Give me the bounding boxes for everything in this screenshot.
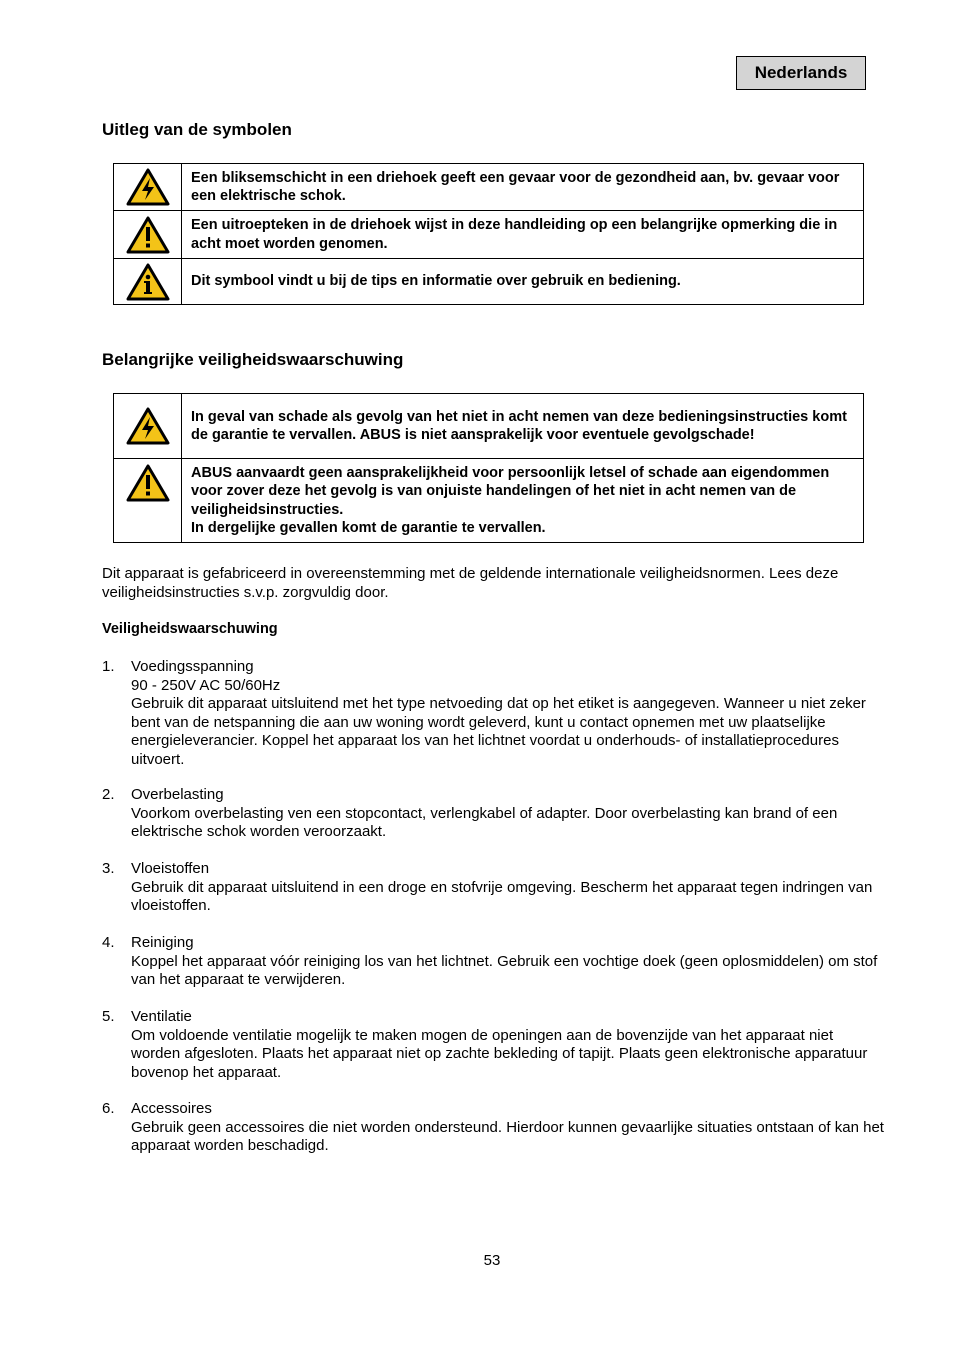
intro-paragraph: Dit apparaat is gefabriceerd in overeenstemming met de geldende internationale veiligheidsnormen. Lees deze veiligheidsinstructies s.v.p. zorgvuldig door.: [102, 565, 839, 601]
warning-text: ABUS aanvaardt geen aansprakelijkheid voor persoonlijk letsel of schade aan eigendommen voor zover deze het gevolg is van onjuiste handelingen of het niet in acht nemen van de veiligheidsinstructies.: [191, 464, 830, 518]
item-text: Gebruik geen accessoires die niet worden ondersteund. Hierdoor kunnen gevaarlijke situaties ontstaan of kan het apparaat worden beschadigd.: [131, 1118, 884, 1154]
list-item: [102, 934, 884, 990]
warning-description: [182, 459, 864, 543]
table-row: [114, 164, 864, 211]
safety-heading: Veiligheidswaarschuwing: [102, 621, 278, 637]
list-item: [102, 658, 884, 769]
list-item: [102, 1008, 884, 1082]
table-row: [114, 394, 864, 459]
language-tab: Nederlands: [736, 56, 866, 90]
list-item: [102, 1100, 884, 1156]
table-row: [114, 211, 864, 259]
lightning-warning-icon: [114, 394, 182, 459]
item-number: 5.: [102, 1008, 115, 1025]
item-text: Koppel het apparaat vóór reiniging los van het lichtnet. Gebruik een vochtige doek (geen oplosmiddelen) om stof van het apparaat te verwijderen.: [131, 952, 878, 988]
symbols-heading: Uitleg van de symbolen: [102, 120, 292, 139]
symbol-description: Een bliksemschicht in een driehoek geeft een gevaar voor de gezondheid aan, bv. gevaar voor een elektrische schok.: [182, 164, 864, 211]
item-number: 4.: [102, 934, 115, 951]
item-number: 3.: [102, 860, 115, 877]
info-warning-icon: [114, 259, 182, 305]
item-text: Gebruik dit apparaat uitsluitend met het type netvoeding dat op het etiket is aangegeven. Wanneer u niet zeker bent van de netspanning die aan uw woning wordt geleverd, kunt u contact opnemen met uw plaatselijke energieleverancier. Koppel het apparaat los van het lichtnet voordat u onderhouds- of installatieprocedures uitvoert.: [131, 695, 866, 768]
exclamation-warning-icon: [114, 459, 182, 543]
table-row: [114, 259, 864, 305]
item-title: Ventilatie: [131, 1008, 192, 1025]
warning-text-2: In dergelijke gevallen komt de garantie te vervallen.: [191, 520, 546, 536]
item-title: Reiniging: [131, 934, 194, 951]
item-text: Voorkom overbelasting ven een stopcontact, verlengkabel of adapter. Door overbelasting kan brand of een elektrische schok worden veroorzaakt.: [131, 804, 838, 840]
exclamation-warning-icon: [114, 211, 182, 259]
item-text: Om voldoende ventilatie mogelijk te maken mogen de openingen aan de bovenzijde van het apparaat niet worden afgesloten. Plaats het apparaat niet op zachte bekleding of tapijt. Plaats geen elektronische apparatuur bovenop het apparaat.: [131, 1026, 868, 1081]
symbol-description: Dit symbool vindt u bij de tips en informatie over gebruik en bediening.: [182, 259, 864, 305]
item-subtitle: 90 - 250V AC 50/60Hz: [131, 676, 281, 694]
item-title: Voedingsspanning: [131, 658, 254, 675]
symbols-table: [113, 163, 864, 305]
page-number: 53: [483, 1252, 501, 1269]
list-item: [102, 786, 884, 842]
item-title: Accessoires: [131, 1100, 212, 1117]
item-number: 1.: [102, 658, 115, 675]
table-row: [114, 459, 864, 543]
item-title: Vloeistoffen: [131, 860, 210, 877]
item-title: Overbelasting: [131, 786, 224, 803]
warning-table: [113, 393, 864, 543]
symbol-description: Een uitroepteken in de driehoek wijst in deze handleiding op een belangrijke opmerking die in acht moet worden genomen.: [182, 211, 864, 259]
warning-heading: Belangrijke veiligheidswaarschuwing: [102, 350, 404, 369]
warning-description: In geval van schade als gevolg van het niet in acht nemen van deze bedieningsinstructies komt de garantie te vervallen. ABUS is niet aansprakelijk voor eventuele gevolgschade!: [182, 394, 864, 459]
list-item: [102, 860, 884, 916]
item-text: Gebruik dit apparaat uitsluitend in een droge en stofvrije omgeving. Bescherm het apparaat tegen indringen van vloeistoffen.: [131, 878, 873, 914]
item-number: 6.: [102, 1100, 115, 1117]
lightning-warning-icon: [114, 164, 182, 211]
item-number: 2.: [102, 786, 115, 803]
